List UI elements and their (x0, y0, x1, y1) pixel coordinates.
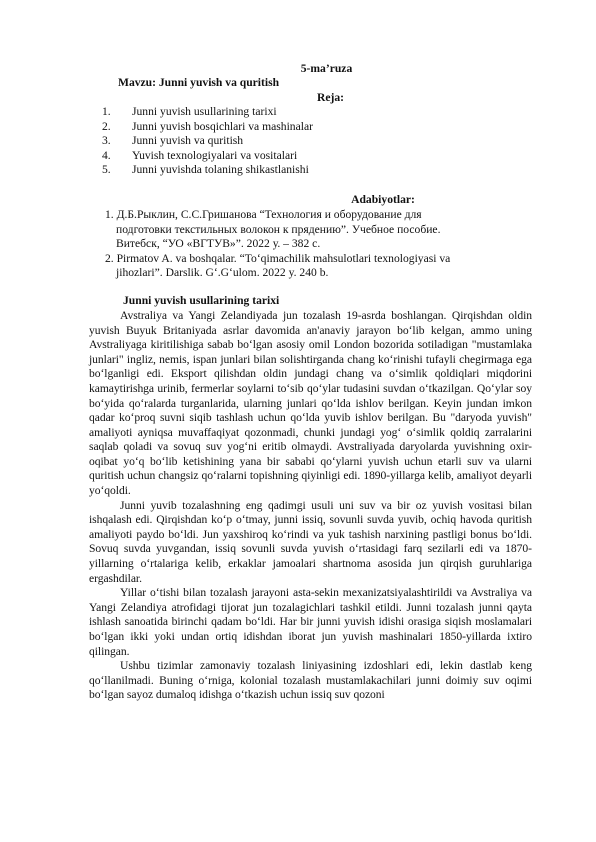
section-title: Junni yuvish usullarining tarixi (123, 293, 280, 307)
reference-item: 1. Д.Б.Рыклин, С.С.Гришанова “Технология и оборудование для подготовки текстильных волокон к прядению”. Учебное пособие. Витебск, “УО «ВГТУВ»”. 2022 у. – 382 с. (105, 207, 441, 251)
references-heading: Adabiyotlar: (351, 192, 415, 206)
body-paragraph: Junni yuvib tozalashning eng qadimgi usuli uni suv va bir oz yuvish vositasi bilan ishqalash edi. Qirqishdan ko‘p o‘tmay, junni issiq, sovunli suvda yuvib, ochiq havoda quritish amaliyoti paydo bo‘ldi. Jun yaxshiroq ko‘rindi va yuk tashish narxining pastligi bonus bo‘ldi. Sovuq suvda yuvgandan, issiq sovunli suvda yuvish o‘rtasidagi farq sezilarli edi va 1870-yillarning o‘rtalariga kelib, erkaklar jamoalari shartnoma asosida jun qirqish guruhlariga ergashdilar. (89, 498, 532, 585)
plan-item: 1. Junni yuvish usullarining tarixi (102, 105, 277, 118)
plan-item: 2. Junni yuvish bosqichlari va mashinalar (102, 119, 313, 133)
plan-list (89, 105, 532, 178)
document-body (89, 61, 532, 703)
body-paragraph: Yillar o‘tishi bilan tozalash jarayoni asta-sekin mexanizatsiyalashtirildi va Avstraliya va Yangi Zelandiya atrofidagi tijorat jun tozalagichlari tashkil etildi. Junni tozalash junni qayta ishlash sanoatida birinchi qadam bo‘ldi. Har bir junni yuvish idishi orasiga siqish moslamalari bo‘lgan ikki yoki undan ortiq idishdan iborat jun yuvish mashinalari 1850-yillarda ixtiro qilingan. (89, 586, 532, 658)
lecture-number: 5-ma’ruza (300, 62, 353, 75)
plan-item: 5. Junni yuvishda tolaning shikastlanishi (102, 163, 309, 177)
body-paragraph: Avstraliya va Yangi Zelandiyada jun tozalash 19-asrda boshlangan. Qirqishdan oldin yuvish Buyuk Britaniyada asrlar davomida an'anaviy jarayon bo‘lib kelgan, ammo uning Avstraliyaga kiritilishiga sabab bo‘lgan asosiy omil London bozorida sotiladigan "mustamlaka junlari" ingliz, nemis, ispan junlari bilan solishtirganda chang ko‘rinishi tufayli chegirmaga ega bo‘lganligi edi. Eksport qilishdan oldin jundagi chang va o‘simlik qoldiqlari miqdorini kamaytirishga urinib, fermerlar soylarni to‘sib qo‘ylar tudasini suvdan o‘tkazilgan. Qo‘ylar soy bo‘yida qo‘ralarda turganlarida, ularning junlari qo‘lda ishlov berilgan. Keyin jundan imkon qadar ko‘proq suvni siqib tashlash uchun qo‘lda yuvib ishlov berilgan. Bu "daryoda yuvish" amaliyoti ayniqsa muvaffaqiyat qozonmadi, chunki jundagi yog‘ o‘simlik qoldiq zarralarini saqlab qoladi va sovuq suv yog‘ni eritib olmaydi. Avstraliyada daryolarda yuvishning oxir-oqibat yo‘q bo‘lib ketishining yana bir sababi qo‘ylarni yuvish uchun etarli suv va ularni quritish uchun changsiz qo‘ralarni topishning qiyinligi edi. 1890-yillarga kelib, amaliyot deyarli yo‘qoldi. (89, 308, 532, 498)
plan-heading: Reja: (316, 91, 344, 104)
reference-item: 2. Pirmatov A. va boshqalar. “To‘qimachilik mahsulotlari texnologiyasi va jihozlari”. Darslik. G‘.G‘ulom. 2022 y. 240 b. (105, 251, 451, 280)
lecture-topic: Mavzu: Junni yuvish va quritish (118, 76, 280, 89)
body-paragraph: Ushbu tizimlar zamonaviy tozalash liniyasining izdoshlari edi, lekin dastlab keng qo‘llanilmadi. Buning o‘rniga, kolonial tozalash mustamlakachilari junni doimiy suv oqimi bo‘lgan sayoz dumaloq idishga o‘tkazish uchun issiq suv qozoni (89, 659, 532, 702)
plan-item: 4. Yuvish texnologiyalari va vositalari (102, 148, 298, 162)
plan-item: 3. Junni yuvish va quritish (102, 134, 244, 148)
